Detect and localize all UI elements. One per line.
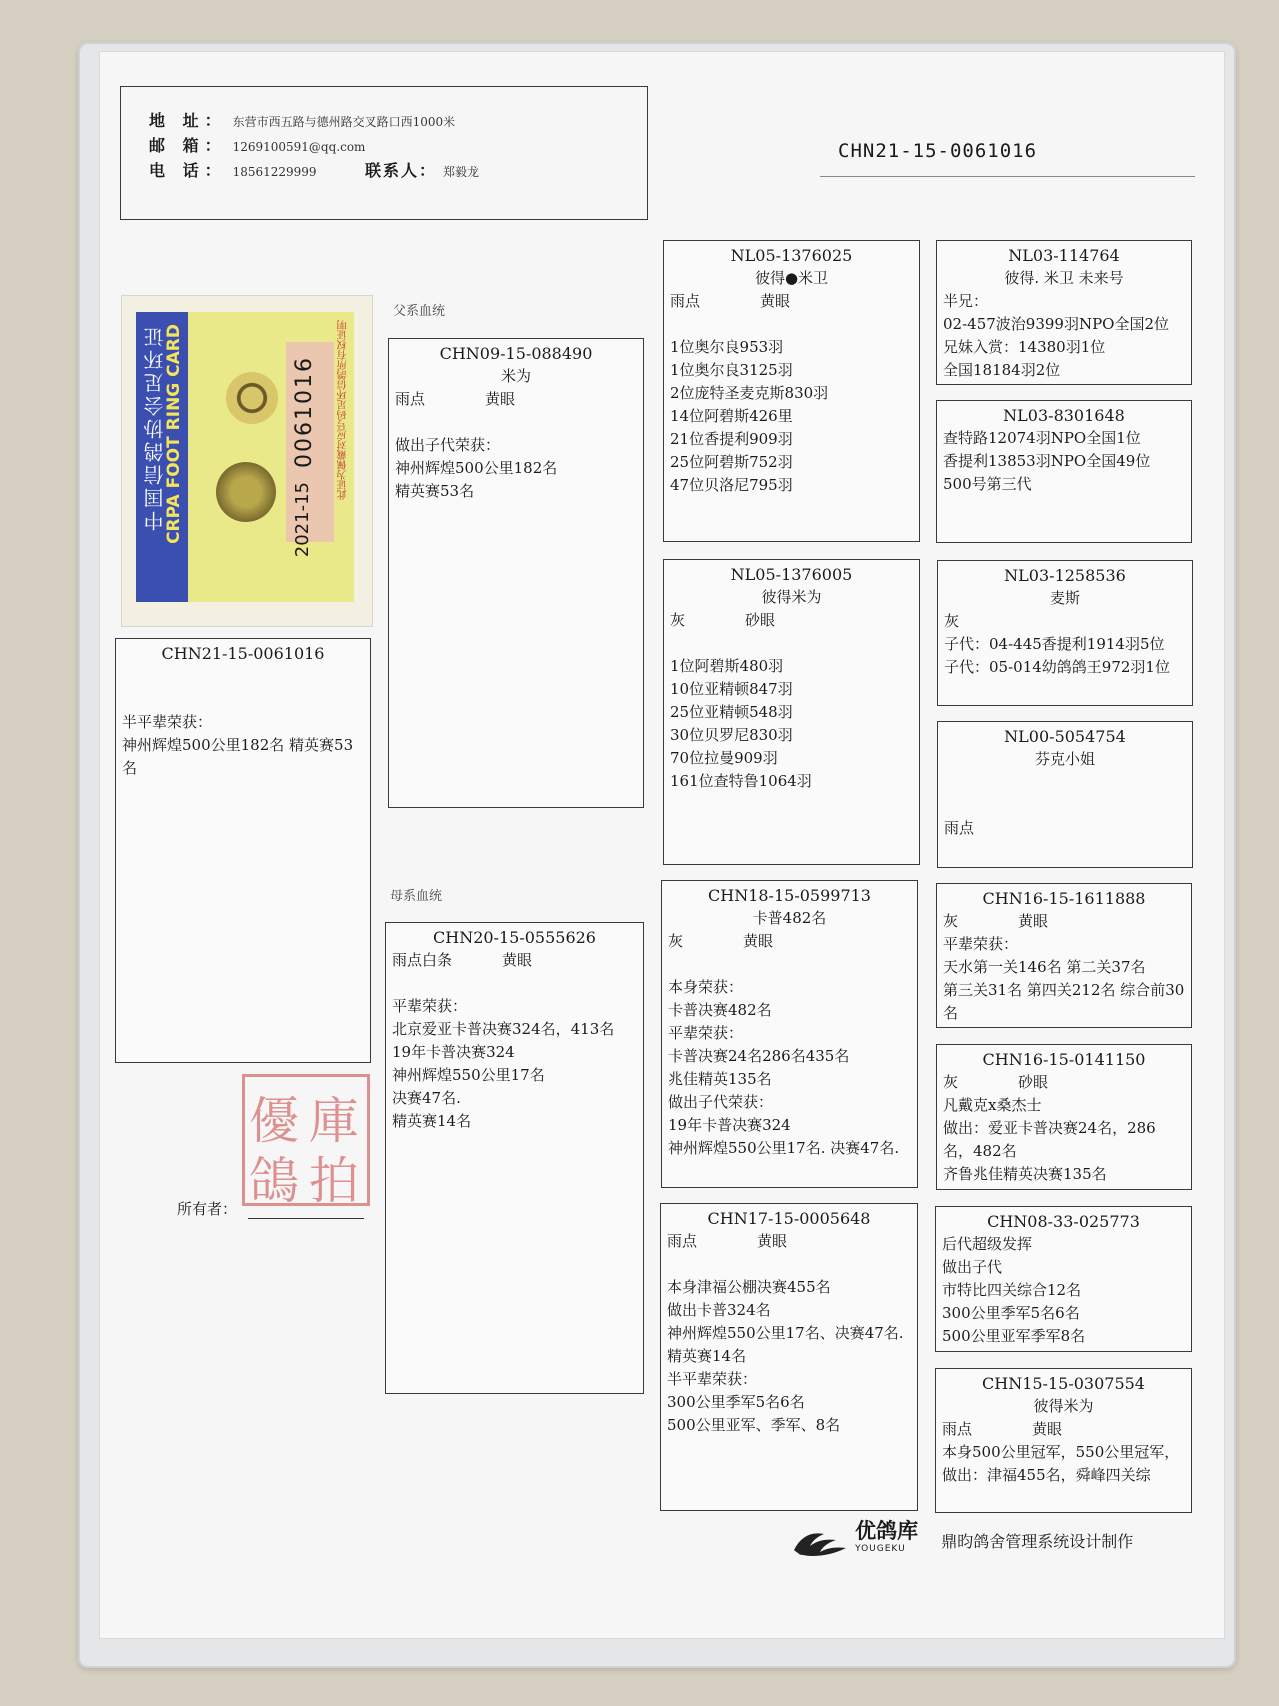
gp2-eye: 砂眼 xyxy=(745,611,776,629)
ggp6-color: 灰 xyxy=(943,1073,959,1091)
gp4-line: 500公里亚军、季军、8名 xyxy=(667,1416,841,1434)
ggp8-box xyxy=(935,1368,1192,1513)
ggp8-color: 雨点 xyxy=(942,1420,973,1438)
ggp7-line: 市特比四关综合12名 xyxy=(942,1281,1082,1299)
gp1-line: 1位奥尔良953羽 xyxy=(670,338,784,356)
seal-char: 優 xyxy=(249,1092,299,1150)
ggp7-line: 后代超级发挥 xyxy=(942,1235,1033,1253)
sire-line: 做出子代荣获： xyxy=(395,436,501,454)
dam-line: 神州辉煌550公里17名 xyxy=(392,1066,545,1084)
ggp7-line: 做出子代 xyxy=(942,1258,1003,1276)
sire-line-label: 父系血统 xyxy=(393,304,446,319)
gp4-line: 半平辈荣获： xyxy=(667,1370,758,1388)
owner-seal xyxy=(242,1074,370,1210)
gp3-ring: CHN18-15-0599713 xyxy=(708,886,871,905)
contact-label: 联系人： xyxy=(365,161,438,180)
contact-box xyxy=(120,86,648,220)
ggp6-box xyxy=(936,1044,1192,1190)
ggp4-line: 雨点 xyxy=(944,819,975,837)
ggp3-line: 子代：04-445香提利1914羽5位 xyxy=(944,635,1165,653)
ggp3-line: 子代：05-014幼鸽鸽王972羽1位 xyxy=(944,658,1170,676)
gp2-color: 灰 xyxy=(670,611,686,629)
ggp5-line: 第三关31名 第四关212名 综合前30名 xyxy=(943,981,1185,1022)
ggp6-line: 做出：爱亚卡普决赛24名，286名，482名 xyxy=(943,1119,1156,1160)
seal-char: 鴿 xyxy=(249,1152,299,1210)
ggp6-ring: CHN16-15-0141150 xyxy=(982,1050,1146,1069)
ggp5-color: 灰 xyxy=(943,912,959,930)
owner-label: 所有者： xyxy=(177,1200,238,1218)
gp4-eye: 黄眼 xyxy=(757,1232,788,1250)
gp3-line: 做出子代荣获： xyxy=(668,1093,774,1111)
ggp7-line: 500公里亚军季军8名 xyxy=(942,1327,1086,1345)
ggp5-eye: 黄眼 xyxy=(1018,912,1049,930)
dam-line: 19年卡普决赛324 xyxy=(392,1043,515,1061)
gp3-name: 卡普482名 xyxy=(752,909,827,927)
seal-char: 庫 xyxy=(309,1092,359,1150)
ggp8-name: 彼得米为 xyxy=(1033,1397,1094,1415)
gp1-color: 雨点 xyxy=(670,292,701,310)
gp1-line: 21位香提利909羽 xyxy=(670,430,793,448)
gp2-line: 70位拉曼909羽 xyxy=(670,749,778,767)
brand-en: YOUGEKU xyxy=(855,1544,906,1554)
gp1-line: 2位庞特圣麦克斯830羽 xyxy=(670,384,829,402)
gp4-line: 神州辉煌550公里17名、决赛47名. xyxy=(667,1324,904,1342)
ggp8-ring: CHN15-15-0307554 xyxy=(982,1374,1145,1393)
gp1-eye: 黄眼 xyxy=(760,292,791,310)
ring-card xyxy=(122,296,372,626)
ggp3-line: 灰 xyxy=(944,612,960,630)
seal-char: 拍 xyxy=(309,1152,359,1210)
ggp5-line: 平辈荣获： xyxy=(943,935,1019,953)
sire-line: 精英赛53名 xyxy=(395,482,475,500)
gp4-line: 本身津福公棚决赛455名 xyxy=(667,1278,831,1296)
ring-card-face xyxy=(136,312,354,602)
ggp7-ring: CHN08-33-025773 xyxy=(987,1212,1140,1231)
gp1-line: 1位奥尔良3125羽 xyxy=(670,361,793,379)
gp2-box xyxy=(663,559,920,865)
ggp3-box xyxy=(937,560,1193,706)
ggp7-line: 300公里季军5名6名 xyxy=(942,1304,1080,1322)
sire-eye: 黄眼 xyxy=(485,390,516,408)
gp3-line: 神州辉煌550公里17名. 决赛47名. xyxy=(668,1139,900,1157)
ggp1-line: 半兄： xyxy=(943,292,989,310)
header-rule xyxy=(820,176,1195,177)
dam-line: 决赛47名. xyxy=(392,1089,461,1107)
ggp4-ring: NL00-5054754 xyxy=(1004,727,1126,746)
gp3-line: 卡普决赛482名 xyxy=(668,1001,772,1019)
gp4-box xyxy=(660,1203,918,1511)
gp4-color: 雨点 xyxy=(667,1232,698,1250)
gp3-line: 平辈荣获： xyxy=(668,1024,744,1042)
gp1-line: 47位贝洛尼795羽 xyxy=(670,476,793,494)
gp3-color: 灰 xyxy=(668,932,684,950)
gp2-line: 10位亚精顿847羽 xyxy=(670,680,793,698)
sire-line: 神州辉煌500公里182名 xyxy=(395,459,558,477)
gp1-name: 彼得●米卫 xyxy=(754,269,829,287)
ggp2-line: 500号第三代 xyxy=(943,475,1032,493)
footer-logo xyxy=(790,1520,1133,1560)
gp4-line: 精英赛14名 xyxy=(667,1347,747,1365)
gp1-line: 25位阿碧斯752羽 xyxy=(670,453,793,471)
gp3-eye: 黄眼 xyxy=(743,932,774,950)
ggp6-eye: 砂眼 xyxy=(1018,1073,1049,1091)
phone-value: 18561229999 xyxy=(232,165,317,179)
gp3-line: 卡普决赛24名286名435名 xyxy=(668,1047,850,1065)
subject-ring: CHN21-15-0061016 xyxy=(161,644,325,663)
ggp1-line: 02-457波治9399羽NPO全国2位 xyxy=(943,315,1170,333)
subject-line: 半平辈荣获： xyxy=(122,713,213,731)
ggp8-line: 做出：津福455名，舜峰四关综 xyxy=(942,1466,1151,1484)
ggp1-line: 兄妹入赏：14380羽1位 xyxy=(943,338,1106,356)
ggp4-name: 芬克小姐 xyxy=(1034,750,1095,768)
owner-line xyxy=(248,1218,364,1219)
gp2-name: 彼得米为 xyxy=(761,588,822,606)
dam-line: 北京爱亚卡普决赛324名，413名 xyxy=(392,1020,615,1038)
dam-line: 平辈荣获： xyxy=(392,997,468,1015)
dam-line-label: 母系血统 xyxy=(390,889,443,904)
gp2-line: 1位阿碧斯480羽 xyxy=(670,657,784,675)
ggp2-line: 香提利13853羽NPO全国49位 xyxy=(943,452,1151,470)
gp1-line: 14位阿碧斯426里 xyxy=(670,407,793,425)
gp1-box xyxy=(663,240,920,542)
ggp1-box xyxy=(936,240,1192,385)
ring-card-emblem-icon xyxy=(226,372,278,424)
gp1-ring: NL05-1376025 xyxy=(730,246,853,265)
ggp2-box xyxy=(936,400,1192,543)
brand-cn: 优鸽库 xyxy=(855,1519,919,1543)
ggp1-name: 彼得. 米卫 未来号 xyxy=(1004,269,1124,287)
ggp2-ring: NL03-8301648 xyxy=(1003,406,1125,425)
dam-box xyxy=(385,922,644,1394)
gp2-line: 161位查特鲁1064羽 xyxy=(670,772,812,790)
pigeon-logo-icon xyxy=(790,1520,850,1560)
gp3-line: 本身荣获： xyxy=(668,978,744,996)
sire-ring: CHN09-15-088490 xyxy=(439,344,593,363)
footer-tagline: 鼎昀鸽舍管理系统设计制作 xyxy=(941,1531,1134,1551)
phone-label: 电 话： xyxy=(149,161,227,180)
address-label: 地 址： xyxy=(149,111,227,130)
ggp6-line: 齐鲁兆佳精英决赛135名 xyxy=(943,1165,1107,1183)
contact-value: 郑毅龙 xyxy=(443,165,480,179)
ggp5-box xyxy=(936,883,1192,1028)
gp4-line: 做出卡普324名 xyxy=(667,1301,771,1319)
dam-line: 精英赛14名 xyxy=(392,1112,472,1130)
email-label: 邮 箱： xyxy=(149,136,227,155)
ggp5-line: 天水第一关146名 第二关37名 xyxy=(943,958,1146,976)
sire-color: 雨点 xyxy=(395,390,426,408)
ring-card-title-cn: 中国信鸽协会足环证 xyxy=(143,324,167,531)
subject-line: 神州辉煌500公里182名 精英赛53名 xyxy=(122,736,354,777)
ggp8-eye: 黄眼 xyxy=(1032,1420,1063,1438)
dam-eye: 黄眼 xyxy=(502,951,533,969)
gp3-line: 兆佳精英135名 xyxy=(668,1070,772,1088)
gp3-box xyxy=(661,880,918,1188)
ggp7-box xyxy=(935,1206,1192,1352)
subject-lines xyxy=(122,711,364,780)
sire-name: 米为 xyxy=(500,367,531,385)
gp4-line: 300公里季军5名6名 xyxy=(667,1393,805,1411)
subject-box xyxy=(115,638,371,1063)
ggp6-line: 凡戴克x桑杰士 xyxy=(943,1096,1042,1114)
ring-card-number: 0061016 xyxy=(292,356,317,468)
email-value: 1269100591@qq.com xyxy=(232,140,366,154)
ring-card-year-code: 2021-15 xyxy=(292,482,313,558)
ggp3-ring: NL03-1258536 xyxy=(1004,566,1126,585)
ggp8-line: 本身500公里冠军，550公里冠军， xyxy=(942,1443,1180,1461)
gp2-ring: NL05-1376005 xyxy=(730,565,853,584)
ring-card-title-en: CRPA FOOT RING CARD xyxy=(164,324,184,544)
gp2-line: 25位亚精顿548羽 xyxy=(670,703,793,721)
gp3-line: 19年卡普决赛324 xyxy=(668,1116,791,1134)
header-ring-number: CHN21-15-0061016 xyxy=(838,140,1038,162)
ring-card-note: 此证为佩戴对应号码足环信鸽所有权证明 xyxy=(338,320,349,500)
ring-card-globe-icon xyxy=(216,462,276,522)
gp2-line: 30位贝罗尼830羽 xyxy=(670,726,793,744)
ggp2-line: 查特路12074羽NPO全国1位 xyxy=(943,429,1141,447)
dam-color: 雨点白条 xyxy=(392,951,453,969)
dam-ring: CHN20-15-0555626 xyxy=(433,928,596,947)
gp4-ring: CHN17-15-0005648 xyxy=(707,1209,871,1228)
ggp1-line: 全国18184羽2位 xyxy=(943,361,1061,379)
ggp1-ring: NL03-114764 xyxy=(1008,246,1120,265)
ggp4-box xyxy=(937,721,1193,868)
sire-box xyxy=(388,338,644,808)
address-value: 东营市西五路与德州路交叉路口西1000米 xyxy=(232,115,456,129)
ggp5-ring: CHN16-15-1611888 xyxy=(982,889,1146,908)
ggp3-name: 麦斯 xyxy=(1049,589,1080,607)
